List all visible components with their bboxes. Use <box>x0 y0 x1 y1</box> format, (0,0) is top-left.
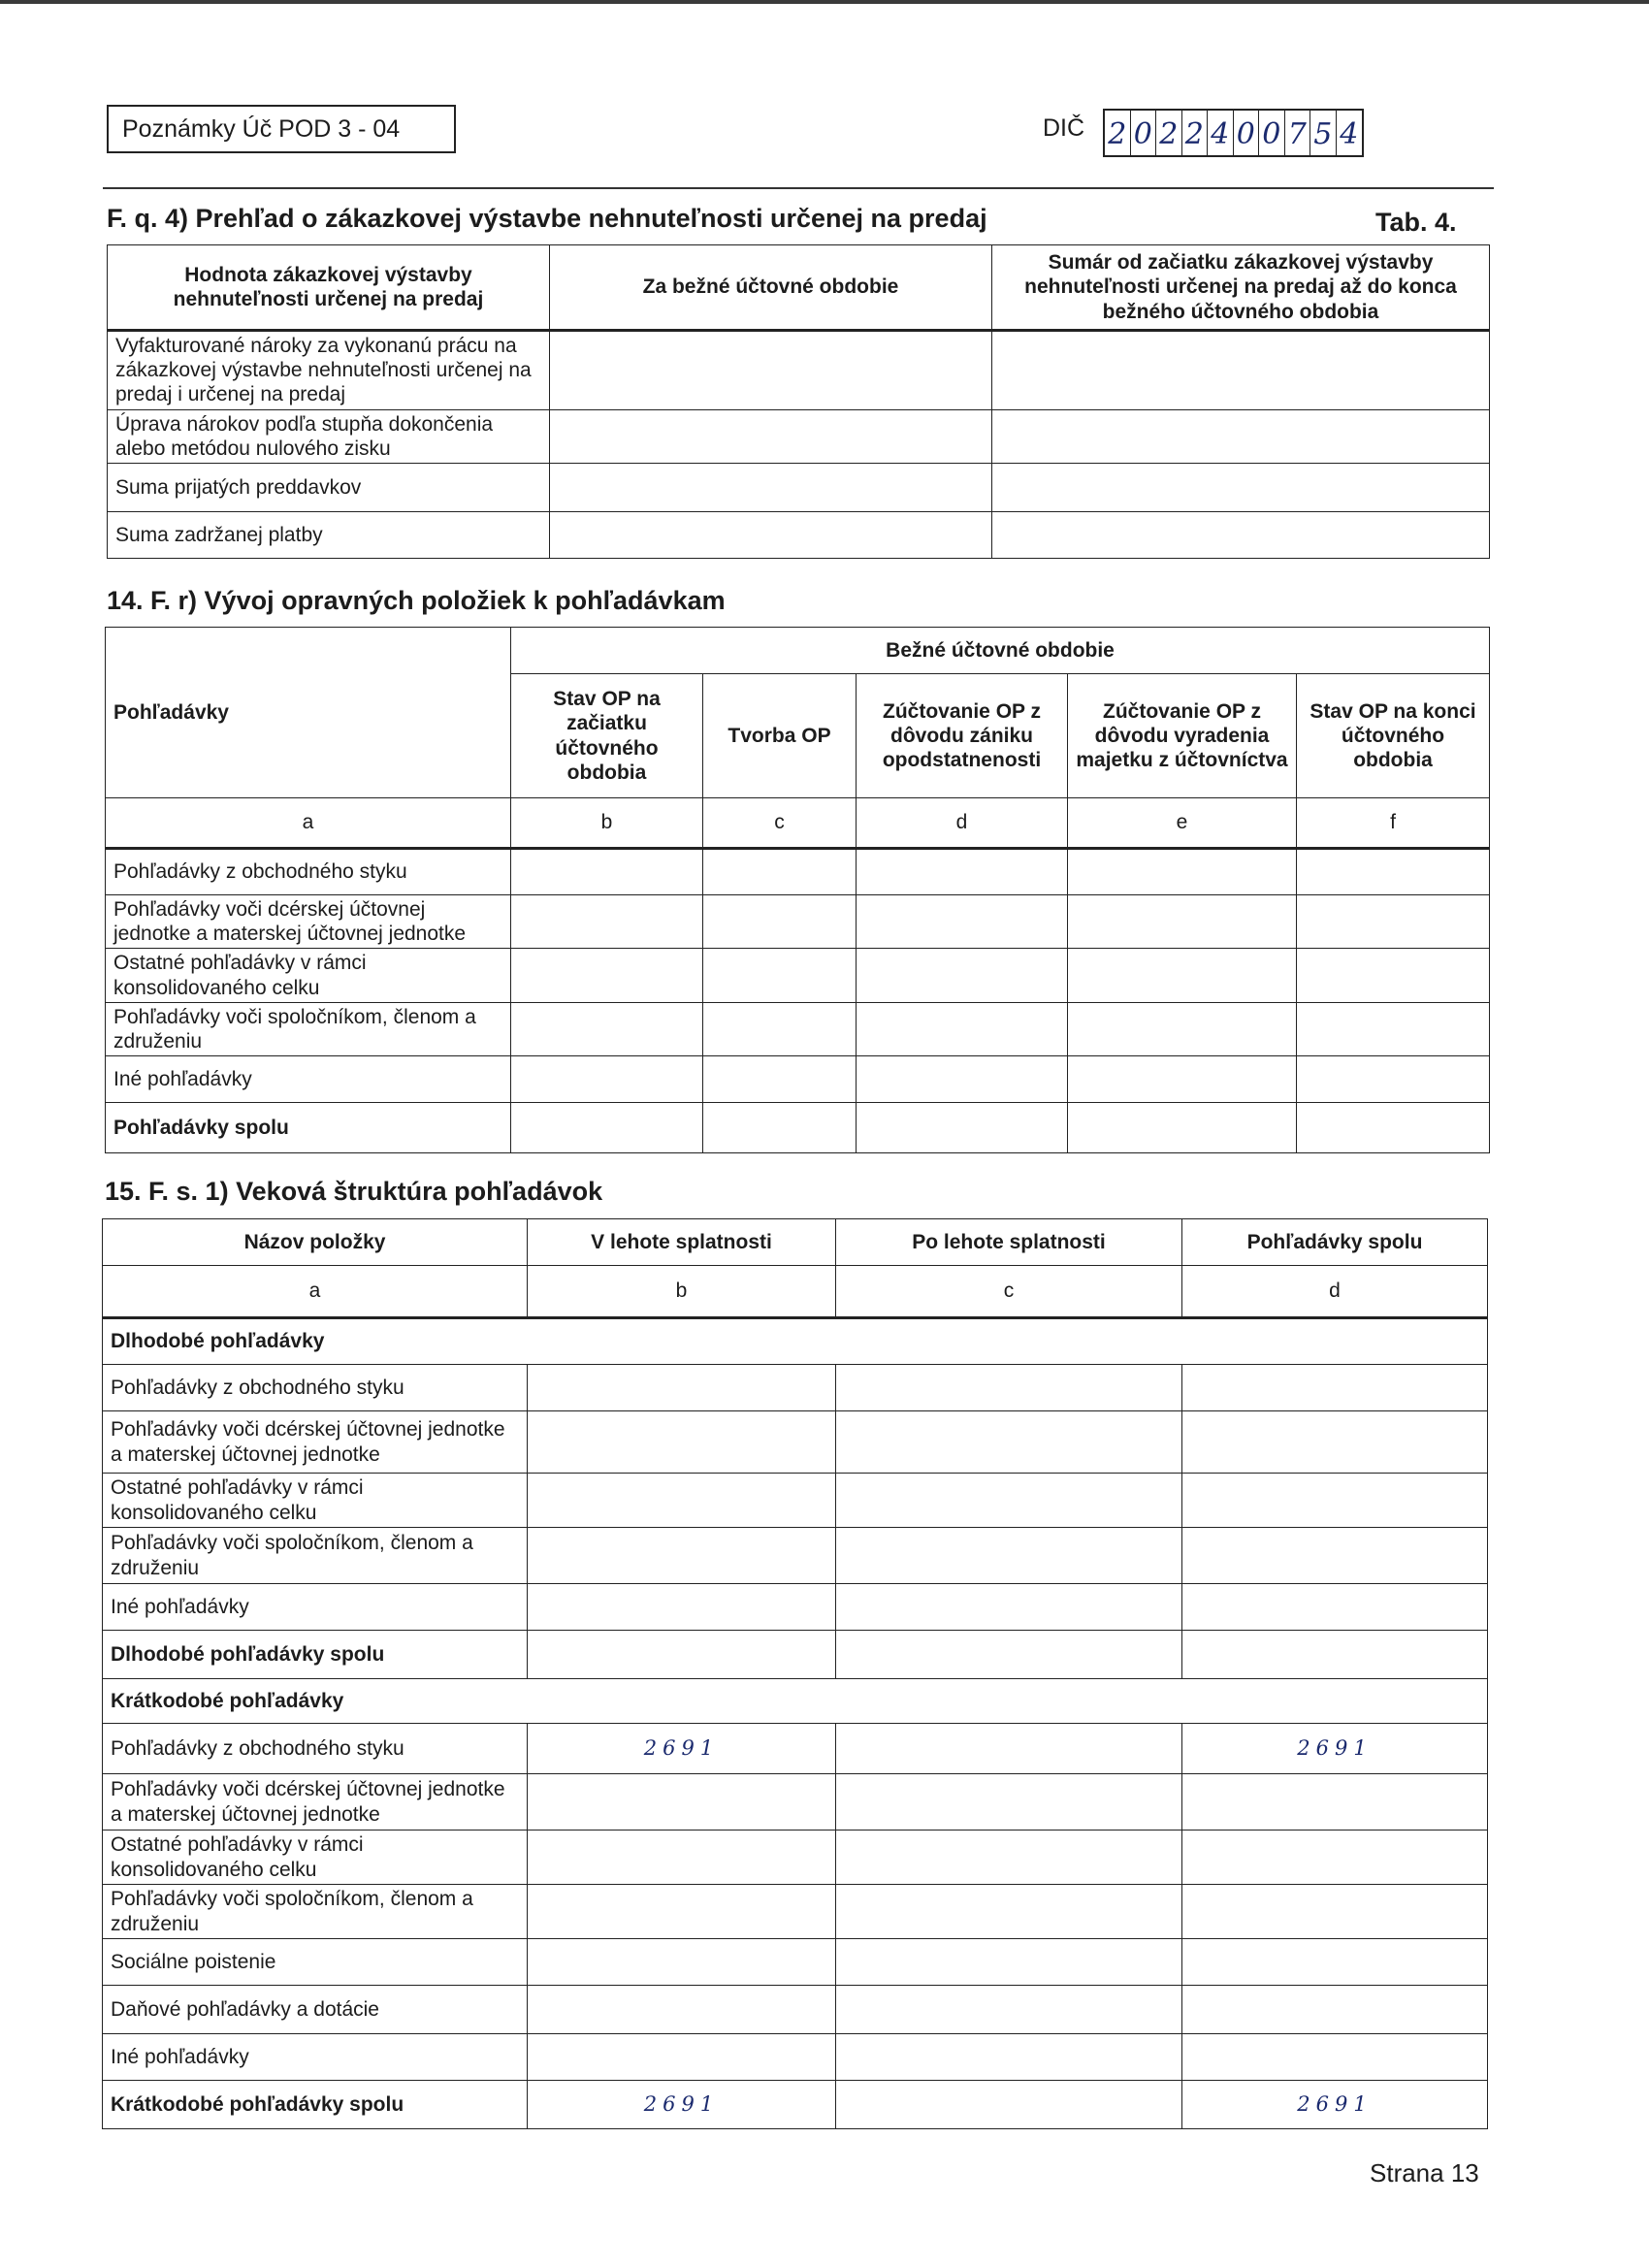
value-cell[interactable] <box>1297 849 1490 895</box>
column-letter: a <box>103 1266 528 1318</box>
handwritten-value[interactable]: 2691 <box>528 1724 836 1774</box>
group-header: Bežné účtovné obdobie <box>511 628 1490 674</box>
column-letter: a <box>106 798 511 849</box>
row-label: Pohľadávky voči spoločníkom, členom a združeniu <box>103 1885 528 1939</box>
value-cell[interactable] <box>1182 1939 1488 1986</box>
column-letter: c <box>836 1266 1182 1318</box>
dic-digit: 5 <box>1310 111 1337 155</box>
value-cell[interactable] <box>857 1103 1068 1153</box>
tab-label: Tab. 4. <box>1375 208 1457 237</box>
value-cell[interactable] <box>1068 849 1297 895</box>
column-header: Sumár od začiatku zákazkovej výstavby nehnuteľnosti určenej na predaj až do konca bežného účtovného obdobia <box>992 245 1490 331</box>
row-label: Suma zadržanej platby <box>108 511 550 558</box>
value-cell[interactable] <box>857 1056 1068 1103</box>
group-row-label: Dlhodobé pohľadávky <box>103 1318 1488 1365</box>
column-header: V lehote splatnosti <box>528 1219 836 1266</box>
value-cell[interactable] <box>836 1528 1182 1584</box>
dic-label: DIČ <box>1043 114 1085 142</box>
row-label-total: Krátkodobé pohľadávky spolu <box>103 2081 528 2129</box>
value-cell[interactable] <box>1182 1411 1488 1474</box>
value-cell[interactable] <box>528 1939 836 1986</box>
row-label: Pohľadávky voči dcérskej účtovnej jednotke a materskej účtovnej jednotke <box>106 895 511 949</box>
dic-digit: 4 <box>1208 111 1234 155</box>
dic-digit: 0 <box>1259 111 1285 155</box>
column-letter: b <box>511 798 703 849</box>
value-cell[interactable] <box>857 949 1068 1002</box>
value-cell[interactable] <box>1068 1056 1297 1103</box>
column-header: Po lehote splatnosti <box>836 1219 1182 1266</box>
row-label-total: Pohľadávky spolu <box>106 1103 511 1153</box>
value-cell[interactable] <box>1182 2034 1488 2081</box>
value-cell[interactable] <box>836 2034 1182 2081</box>
column-header: Za bežné účtovné obdobie <box>550 245 992 331</box>
column-header: Stav OP na začiatku účtovného obdobia <box>511 674 703 798</box>
column-letter: c <box>703 798 857 849</box>
row-label: Sociálne poistenie <box>103 1939 528 1986</box>
dic-digit: 7 <box>1285 111 1311 155</box>
column-letter: d <box>1182 1266 1488 1318</box>
value-cell[interactable] <box>1182 1831 1488 1885</box>
value-cell[interactable] <box>836 1724 1182 1774</box>
value-cell[interactable] <box>1182 1474 1488 1528</box>
column-header: Názov položky <box>103 1219 528 1266</box>
table-fr <box>105 627 1490 1153</box>
value-cell[interactable] <box>703 949 857 1002</box>
row-label: Iné pohľadávky <box>103 1584 528 1631</box>
form-label: Poznámky Úč POD 3 - 04 <box>107 105 456 153</box>
row-label: Iné pohľadávky <box>106 1056 511 1103</box>
value-cell[interactable] <box>511 849 703 895</box>
dic-digit: 0 <box>1234 111 1260 155</box>
value-cell[interactable] <box>836 1885 1182 1939</box>
row-label: Pohľadávky z obchodného styku <box>103 1724 528 1774</box>
column-header: Zúčtovanie OP z dôvodu vyradenia majetku z účtovníctva <box>1068 674 1297 798</box>
value-cell[interactable] <box>1297 895 1490 949</box>
value-cell[interactable] <box>703 1002 857 1055</box>
header-divider <box>103 187 1494 189</box>
value-cell[interactable] <box>511 1002 703 1055</box>
value-cell[interactable] <box>528 1584 836 1631</box>
value-cell[interactable] <box>528 1411 836 1474</box>
row-label: Pohľadávky z obchodného styku <box>103 1365 528 1411</box>
value-cell[interactable] <box>703 849 857 895</box>
row-label: Iné pohľadávky <box>103 2034 528 2081</box>
page-number: Strana 13 <box>1370 2158 1479 2187</box>
dic-digit: 2 <box>1156 111 1182 155</box>
value-cell[interactable] <box>550 463 992 511</box>
dic-digit: 4 <box>1340 117 1359 151</box>
value-cell[interactable] <box>528 1474 836 1528</box>
value-cell[interactable] <box>550 409 992 463</box>
value-cell[interactable] <box>1182 1774 1488 1831</box>
section-title-fs1: 15. F. s. 1) Veková štruktúra pohľadávok <box>105 1177 603 1206</box>
row-label-total: Dlhodobé pohľadávky spolu <box>103 1631 528 1679</box>
value-cell[interactable] <box>511 895 703 949</box>
value-cell[interactable] <box>528 1774 836 1831</box>
value-cell[interactable] <box>992 409 1490 463</box>
row-label: Pohľadávky voči dcérskej účtovnej jednotke a materskej účtovnej jednotke <box>103 1411 528 1474</box>
column-header: Tvorba OP <box>703 674 857 798</box>
value-cell[interactable] <box>857 895 1068 949</box>
value-cell[interactable] <box>528 1631 836 1679</box>
value-cell[interactable] <box>528 1365 836 1411</box>
row-label: Ostatné pohľadávky v rámci konsolidovaného celku <box>106 949 511 1002</box>
value-cell[interactable] <box>992 331 1490 410</box>
value-cell[interactable] <box>836 1584 1182 1631</box>
row-label: Vyfakturované nároky za vykonanú prácu na zákazkovej výstavbe nehnuteľnosti určenej na predaj i určenej na predaj <box>108 331 550 410</box>
value-cell[interactable] <box>511 1103 703 1153</box>
page-edge <box>0 0 1649 4</box>
value-cell[interactable] <box>528 1885 836 1939</box>
dic-digit: 2 <box>1182 111 1209 155</box>
column-header: Hodnota zákazkovej výstavby nehnuteľnosti určenej na predaj <box>108 245 550 331</box>
value-cell[interactable] <box>550 331 992 410</box>
row-label: Pohľadávky voči spoločníkom, členom a združeniu <box>103 1528 528 1584</box>
value-cell[interactable] <box>528 1831 836 1885</box>
dic-field[interactable] <box>1103 109 1364 157</box>
value-cell[interactable] <box>1297 1103 1490 1153</box>
value-cell[interactable] <box>1182 1365 1488 1411</box>
row-label: Suma prijatých preddavkov <box>108 463 550 511</box>
dic-digit: 2 <box>1105 111 1131 155</box>
value-cell[interactable] <box>1068 1103 1297 1153</box>
value-cell[interactable] <box>1182 1631 1488 1679</box>
row-label: Úprava nárokov podľa stupňa dokončenia alebo metódou nulového zisku <box>108 409 550 463</box>
value-cell[interactable] <box>550 511 992 558</box>
value-cell[interactable] <box>703 1056 857 1103</box>
value-cell[interactable] <box>992 511 1490 558</box>
section-title-fr: 14. F. r) Vývoj opravných položiek k pohľadávkam <box>107 586 726 615</box>
value-cell[interactable] <box>1182 1528 1488 1584</box>
value-cell[interactable] <box>528 2034 836 2081</box>
column-letter: e <box>1068 798 1297 849</box>
value-cell[interactable] <box>1297 949 1490 1002</box>
value-cell[interactable] <box>1068 1002 1297 1055</box>
row-label: Pohľadávky voči spoločníkom, členom a združeniu <box>106 1002 511 1055</box>
value-cell[interactable] <box>836 2081 1182 2129</box>
value-cell[interactable] <box>857 1002 1068 1055</box>
handwritten-value[interactable]: 2691 <box>1182 1724 1488 1774</box>
row-label: Pohľadávky voči dcérskej účtovnej jednotke a materskej účtovnej jednotke <box>103 1774 528 1831</box>
column-letter: d <box>857 798 1068 849</box>
value-cell[interactable] <box>1297 1002 1490 1055</box>
dic-digit: 0 <box>1131 111 1157 155</box>
handwritten-value[interactable]: 2691 <box>1182 2081 1488 2129</box>
value-cell[interactable] <box>1068 895 1297 949</box>
column-letter: f <box>1297 798 1490 849</box>
column-header: Pohľadávky <box>106 628 511 798</box>
value-cell[interactable] <box>1182 1986 1488 2034</box>
value-cell[interactable] <box>836 1631 1182 1679</box>
value-cell[interactable] <box>511 949 703 1002</box>
value-cell[interactable] <box>836 1986 1182 2034</box>
table-fq4 <box>107 244 1490 559</box>
column-header: Zúčtovanie OP z dôvodu zániku opodstatnenosti <box>857 674 1068 798</box>
value-cell[interactable] <box>703 1103 857 1153</box>
value-cell[interactable] <box>528 1986 836 2034</box>
column-letter: b <box>528 1266 836 1318</box>
value-cell[interactable] <box>836 1411 1182 1474</box>
handwritten-value[interactable]: 2691 <box>528 2081 836 2129</box>
section-title-fq4: F. q. 4) Prehľad o zákazkovej výstavbe nehnuteľnosti určenej na predaj <box>107 204 987 233</box>
value-cell[interactable] <box>992 463 1490 511</box>
value-cell[interactable] <box>836 1774 1182 1831</box>
table-fs1 <box>102 1218 1488 2129</box>
value-cell[interactable] <box>1182 1885 1488 1939</box>
value-cell[interactable] <box>1297 1056 1490 1103</box>
value-cell[interactable] <box>1182 1584 1488 1631</box>
group-row-label: Krátkodobé pohľadávky <box>103 1679 1488 1724</box>
value-cell[interactable] <box>836 1939 1182 1986</box>
row-label: Ostatné pohľadávky v rámci konsolidovaného celku <box>103 1831 528 1885</box>
row-label: Ostatné pohľadávky v rámci konsolidovaného celku <box>103 1474 528 1528</box>
value-cell[interactable] <box>836 1365 1182 1411</box>
value-cell[interactable] <box>857 849 1068 895</box>
column-header: Pohľadávky spolu <box>1182 1219 1488 1266</box>
value-cell[interactable] <box>836 1831 1182 1885</box>
value-cell[interactable] <box>1068 949 1297 1002</box>
value-cell[interactable] <box>528 1528 836 1584</box>
row-label: Daňové pohľadávky a dotácie <box>103 1986 528 2034</box>
value-cell[interactable] <box>511 1056 703 1103</box>
column-header: Stav OP na konci účtovného obdobia <box>1297 674 1490 798</box>
value-cell[interactable] <box>703 895 857 949</box>
value-cell[interactable] <box>836 1474 1182 1528</box>
row-label: Pohľadávky z obchodného styku <box>106 849 511 895</box>
